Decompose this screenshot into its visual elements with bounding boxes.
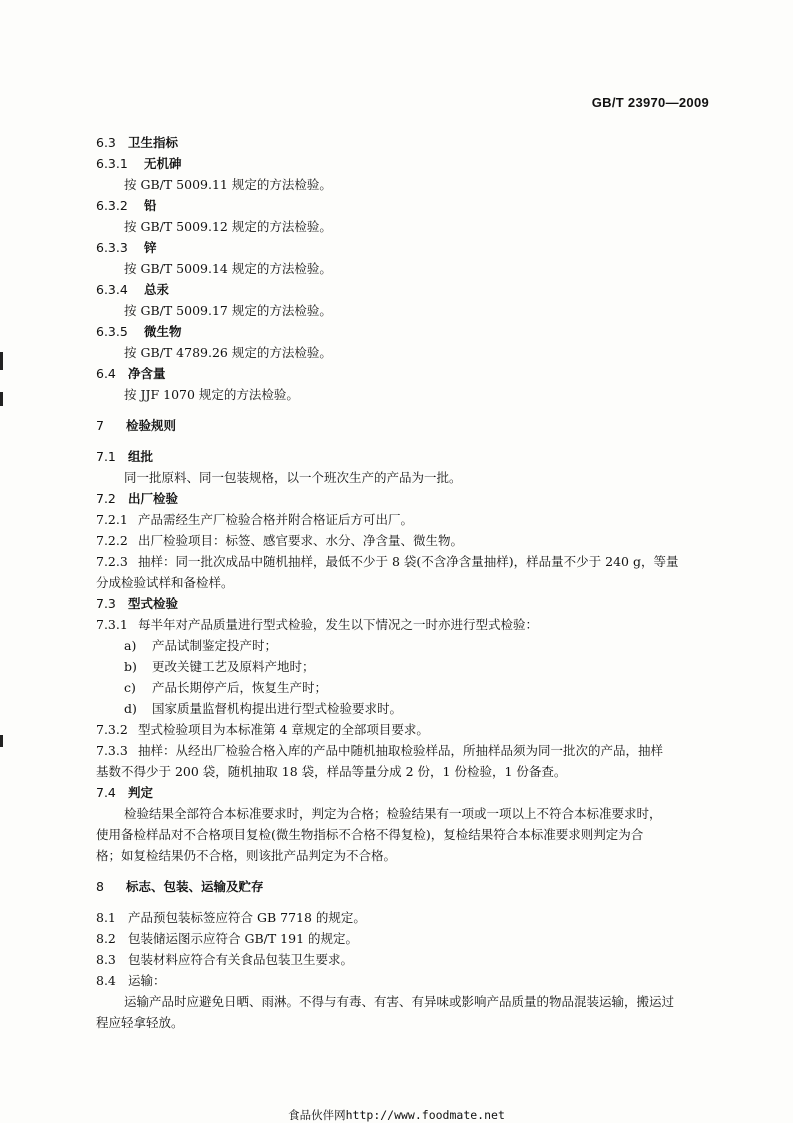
section-7-2-2: 7.2.2 出厂检验项目：标签、感官要求、水分、净含量、微生物。 <box>96 533 464 548</box>
scan-edge-mark <box>0 735 3 747</box>
section-7-1-heading: 7.1 组批 <box>96 449 154 464</box>
section-7-3-2: 7.3.2 型式检验项目为本标准第 4 章规定的全部项目要求。 <box>96 722 429 737</box>
section-6-3-heading: 6.3 卫生指标 <box>96 135 179 150</box>
list-item: a) 产品试制鉴定投产时； <box>124 638 278 653</box>
section-7-1-body: 同一批原料、同一包装规格，以一个班次生产的产品为一批。 <box>124 470 462 485</box>
section-7-4-body-line-3: 格；如复检结果仍不合格，则该批产品判定为不合格。 <box>96 848 397 863</box>
section-7-3-3: 7.3.3 抽样：从经出厂检验合格入库的产品中随机抽取检验样品，所抽样品须为同一批次的产品，抽样 <box>96 743 664 758</box>
scan-edge-mark <box>0 352 3 370</box>
section-6-3-3-heading: 6.3.3 锌 <box>96 240 157 255</box>
section-8-4: 8.4 运输： <box>96 973 166 988</box>
section-6-3-4-body: 按 GB/T 5009.17 规定的方法检验。 <box>124 303 332 318</box>
section-7-2-1: 7.2.1 产品需经生产厂检验合格并附合格证后方可出厂。 <box>96 512 414 527</box>
section-7-2-heading: 7.2 出厂检验 <box>96 491 179 506</box>
section-7-3-1: 7.3.1 每半年对产品质量进行型式检验，发生以下情况之一时亦进行型式检验： <box>96 617 539 632</box>
section-7-4-heading: 7.4 判定 <box>96 785 154 800</box>
section-8-2: 8.2 包装储运图示应符合 GB/T 191 的规定。 <box>96 931 358 946</box>
list-item: c) 产品长期停产后，恢复生产时； <box>124 680 328 695</box>
standard-code: GB/T 23970—2009 <box>591 95 709 110</box>
section-8-1: 8.1 产品预包装标签应符合 GB 7718 的规定。 <box>96 910 366 925</box>
section-6-3-2-heading: 6.3.2 铅 <box>96 198 157 213</box>
section-7-2-3: 7.2.3 抽样：同一批次成品中随机抽样，最低不少于 8 袋(不含净含量抽样)，样品量不少于 240 g，等量 <box>96 554 679 569</box>
section-6-3-5-body: 按 GB/T 4789.26 规定的方法检验。 <box>124 345 332 360</box>
list-item: b) 更改关键工艺及原料产地时； <box>124 659 315 674</box>
section-6-3-4-heading: 6.3.4 总汞 <box>96 282 170 297</box>
section-7-2-3-continued: 分成检验试样和备检样。 <box>96 575 234 590</box>
list-item: d) 国家质量监督机构提出进行型式检验要求时。 <box>124 701 403 716</box>
section-6-3-2-body: 按 GB/T 5009.12 规定的方法检验。 <box>124 219 332 234</box>
section-8-4-body-line-1: 运输产品时应避免日晒、雨淋。不得与有毒、有害、有异味或影响产品质量的物品混装运输，搬运过 <box>124 994 675 1009</box>
section-7-3-3-continued: 基数不得少于 200 袋，随机抽取 18 袋，样品等量分成 2 份，1 份检验，1 份备查。 <box>96 764 567 779</box>
section-7-3-heading: 7.3 型式检验 <box>96 596 179 611</box>
section-6-3-3-body: 按 GB/T 5009.14 规定的方法检验。 <box>124 261 332 276</box>
scan-edge-mark <box>0 392 3 406</box>
section-7-4-body-line-1: 检验结果全部符合本标准要求时，判定为合格；检验结果有一项或一项以上不符合本标准要求时， <box>124 806 662 821</box>
section-6-4-body: 按 JJF 1070 规定的方法检验。 <box>124 387 299 402</box>
document-body <box>96 132 716 1033</box>
section-6-3-1-body: 按 GB/T 5009.11 规定的方法检验。 <box>124 177 332 192</box>
footer-watermark: 食品伙伴网http://www.foodmate.net <box>288 1108 505 1122</box>
section-8-3: 8.3 包装材料应符合有关食品包装卫生要求。 <box>96 952 354 967</box>
section-8-4-body-line-2: 程应轻拿轻放。 <box>96 1015 184 1030</box>
section-6-3-5-heading: 6.3.5 微生物 <box>96 324 182 339</box>
section-7-4-body-line-2: 使用备检样品对不合格项目复检(微生物指标不合格不得复检)，复检结果符合本标准要求则判定为合 <box>96 827 644 842</box>
section-6-4-heading: 6.4 净含量 <box>96 366 166 381</box>
section-6-3-1-heading: 6.3.1 无机砷 <box>96 156 182 171</box>
chapter-8-heading: 8 标志、包装、运输及贮存 <box>96 879 264 894</box>
chapter-7-heading: 7 检验规则 <box>96 418 177 433</box>
